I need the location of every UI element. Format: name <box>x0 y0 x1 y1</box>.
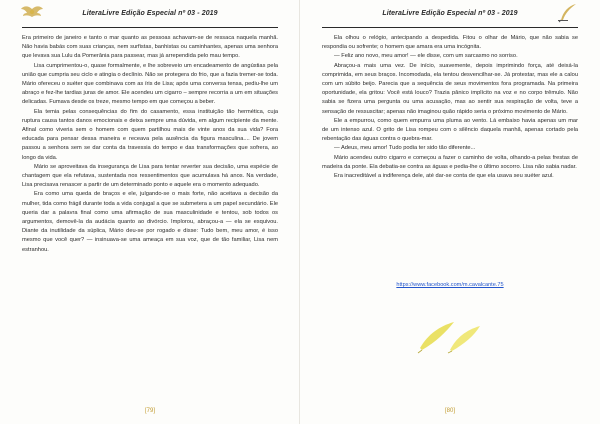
paragraph: — Feliz ano novo, meu amor! — ele disse, com um sarcasmo no sorriso. <box>334 53 518 60</box>
article-text <box>322 34 578 181</box>
paragraph: Mário acendeu outro cigarro e começou a fazer o caminho de volta, olhando-a pelas frestas de madeira da ponte. Ela debatia-se contra as águas e pedia-lhe o último socorro. Lisa não sabia nadar. <box>322 154 578 170</box>
page-number: [79] <box>144 408 155 414</box>
right-page <box>300 0 600 424</box>
paragraph: Era como uma queda de braços e ele, julgando-se o mais forte, não aceitava a decisão da mulher, tida como frágil durante toda a vida conjugal a que se submetera a um papel secundário. Ele queria dar a palavra final como uma afirmação de sua masculinidade e tentou, sob todos os argumentos, demovê-la da audácia quanto ao divórcio. Implorou, abraçou-a — ela se esquivou. Diante da inutilidade da súplica, Mário deu-se por rogado e disse: Tudo bem, meu amor, é isso mesmo que você quer? — insinuava-se uma ameaça em sua voz, que de tão familiar, Lisa nem estranhou. <box>22 191 278 253</box>
header-title: LiteraLivre Edição Especial nº 03 - 2019 <box>382 10 518 17</box>
paragraph: Lisa cumprimentou-o, quase formalmente, e lhe sobreveio um encadeamento de angústias pela união que cumpria seu ciclo e atingia o declínio. Não se protegera do frio, que a fazia tremer-se toda. Mário ofereceu o suéter que combinava com as íris de Lisa; após uma conversa tensa, pediu-lhe um abraço e fez-lhe tardias juras de amor. Ele acendeu um cigarro – sempre recorria a um em situações delicadas. Fumava desde os treze, mesmo tempo em que começou a beber. <box>22 62 278 106</box>
article-text <box>22 34 278 255</box>
page-header <box>322 0 578 28</box>
paragraph: Ele a empurrou, como quem empurra uma pluma ao vento. Lá embaixo havia apenas um mar de um intenso azul. O grito de Lisa rompeu com o silêncio daquela manhã, apenas cortado pela rebentação das águas contra o quebra-mar. <box>322 117 578 143</box>
paragraph: Ela temia pelas consequências do fim do casamento, essa instituição tão hermética, cuja ruptura causa tantos danos emocionais e deixa sempre uma dúvida, em algum recipiente da mente. Afinal como viveria sem o homem com quem partilhou mais de vinte anos da sua vida? Fora educada para pensar dessa maneira e receava pela ausência da figura masculina.... De jovem passou a senhora sem se dar conta da travessia do tempo e das transformações que sofrera, ao longo da vida. <box>22 108 278 161</box>
header-title: LiteraLivre Edição Especial nº 03 - 2019 <box>82 10 218 17</box>
paragraph: Era inacreditável a indiferença dele, até dar-se conta de que ela usava seu suéter azul. <box>334 173 554 180</box>
quill-feather-icon <box>556 3 580 23</box>
page-header <box>22 0 278 28</box>
paragraph: Ela olhou o relógio, antecipando a despedida. Fitou o olhar de Mário, que não sabia se respondia ou sofrente; o homem que amara era uma incógnita. <box>322 35 578 51</box>
feather-decoration-icon <box>410 318 490 354</box>
paragraph: Era primeiro de janeiro e tanto o mar quanto as pessoas achavam-se de ressaca naquela manhã. Não havia babás com suas crianças, nem surfistas, banhistas ou caminhantes, apenas uma senhora que levava sua Lulu da Pomerânia para passear, mas já arrependida pelo mau tempo. <box>22 35 278 60</box>
page-number: [80] <box>444 408 455 414</box>
paragraph: Abraçou-a mais uma vez. De início, suavemente, depois imprimindo força, até deixá-la comprimida, em seus braços. Incomodada, ela tentou desvencilhar-se. Já protestar, mas ele a calou com um súbito beijo. Parecia que a sequência de seus movimentos fora programada. Na primeira oportunidade, ela gritou: Você está louco? Trazia pânico implícito na voz e no corpo trêmulo. Não sabia se fizera uma pergunta ou uma acusação, mas ao sentir sua respiração de volta, teve a sensação de ressuscitar; apenas não imaginou quão rápido seria o próximo movimento de Mário. <box>322 62 578 115</box>
paragraph: — Adeus, meu amor! Tudo podia ter sido tão diferente... <box>334 145 476 152</box>
paragraph: Mário se aproveitava da insegurança de Lisa para tentar reverter sua decisão, uma espécie de chantagem que ela refutava, sustentada nos ressentimentos que acumulava há anos. Na verdade, Lisa precisava renascer a partir de um determinado ponto e aquele era o momento adequado. <box>22 163 278 189</box>
author-facebook-link[interactable]: https://www.facebook.com/m.cavalcante.75 <box>396 282 504 288</box>
